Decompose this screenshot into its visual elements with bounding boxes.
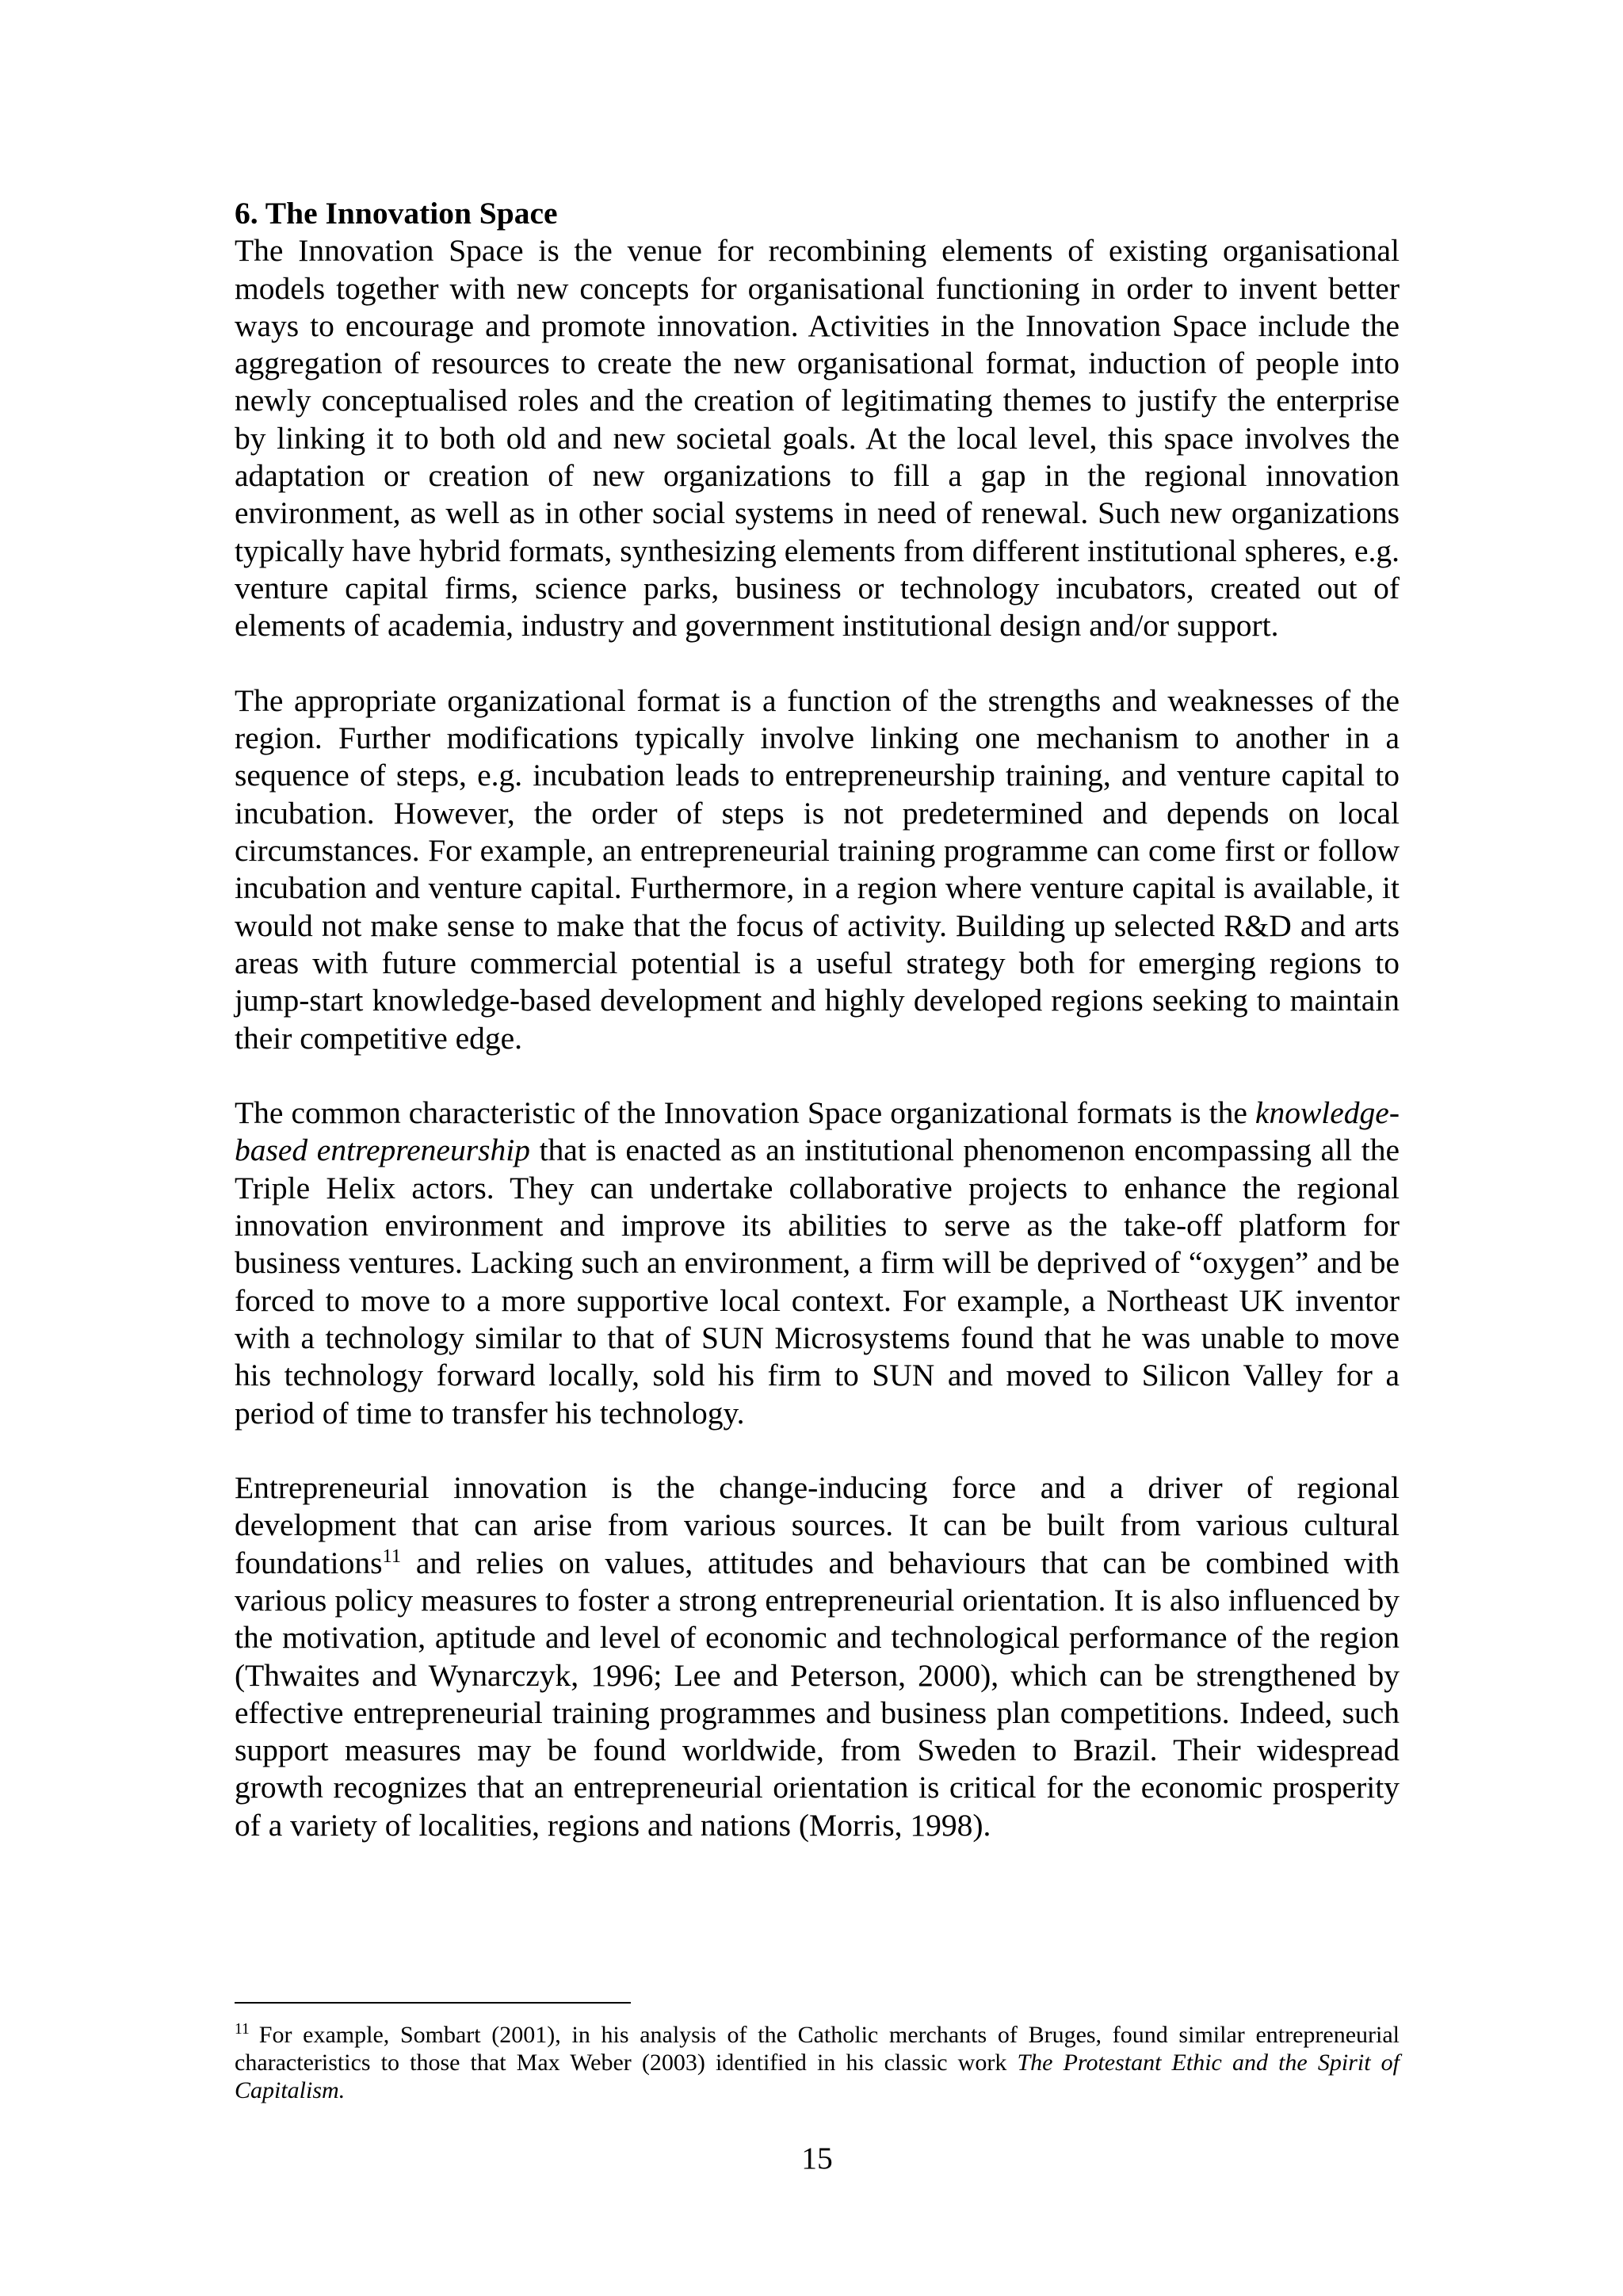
paragraph-4-text-end: and relies on values, attitudes and behaviours that can be combined with various policy measures to foster a strong entrepreneurial orientation. It is also influenced by the motivation, aptitude and level of economic and technological performance of the region (Thwaites and Wynarczyk, 1996; Lee and Peterson, 2000), which can be strengthened by effective entrepreneurial training programmes and business plan competitions. Indeed, such support measures may be found worldwide, from Sweden to Brazil. Their widespread growth recognizes that an entrepreneurial orientation is critical for the economic prosperity of a variety of localities, regions and nations (Morris, 1998). (235, 1545, 1400, 1843)
footnote-reference[interactable]: 11 (382, 1545, 402, 1567)
paragraph-3 (235, 1095, 1400, 1432)
page-number: 15 (801, 2141, 833, 2176)
paragraph-1: The Innovation Space is the venue for recombining elements of existing organisational models together with new concepts for organisational functioning in order to invent better ways to encourage and promote innovation. Activities in the Innovation Space include the aggregation of resources to create the new organisational format, induction of people into newly conceptualised roles and the creation of legitimating themes to justify the enterprise by linking it to both old and new societal goals. At the local level, this space involves the adaptation or creation of new organizations to fill a gap in the regional innovation environment, as well as in other social systems in need of renewal. Such new organizations typically have hybrid formats, synthesizing elements from different institutional spheres, e.g. venture capital firms, science parks, business or technology incubators, created out of elements of academia, industry and government institutional design and/or support. (235, 233, 1400, 644)
paragraph-4 (235, 1469, 1400, 1844)
main-text (235, 195, 1400, 1844)
footnote (235, 2021, 1400, 2104)
paragraph-2: The appropriate organizational format is a function of the strengths and weaknesses of the region. Further modifications typically involve linking one mechanism to another in a sequence of steps, e.g. incubation leads to entrepreneurship training, and venture capital to incubation. However, the order of steps is not predetermined and depends on local circumstances. For example, an entrepreneurial training programme can come first or follow incubation and venture capital. Furthermore, in a region where venture capital is available, it would not make sense to make that the focus of activity. Building up selected R&D and arts areas with future commercial potential is a useful strategy both for emerging regions to jump-start knowledge-based development and highly developed regions seeking to maintain their competitive edge. (235, 682, 1400, 1056)
footnote-number: 11 (235, 2021, 250, 2038)
paragraph-3-text-end: that is enacted as an institutional phenomenon encompassing all the Triple Helix actors. They can undertake collaborative projects to enhance the regional innovation environment and improve its abilities to serve as the take-off platform for business ventures. Lacking such an environment, a firm will be deprived of “oxygen” and be forced to move to a more supportive local context. For example, a Northeast UK inventor with a technology similar to that of SUN Microsystems found that he was unable to move his technology forward locally, sold his firm to SUN and moved to Silicon Valley for a period of time to transfer his technology. (235, 1133, 1400, 1431)
paragraph-3-emphasis: knowledge-based entrepreneurship (235, 1095, 1400, 1168)
footnote-book-title: The Protestant Ethic and the Spirit of Capitalism. (235, 2050, 1400, 2103)
footnote-text: For example, Sombart (2001), in his analysis of the Catholic merchants of Bruges, found similar entrepreneurial characteristics to those that Max Weber (2003) identified in his classic work (235, 2022, 1400, 2076)
paragraph-3-text-start: The common characteristic of the Innovation Space organizational formats is the (235, 1095, 1255, 1131)
footnote-separator (235, 2002, 631, 2004)
section-heading: 6. The Innovation Space (235, 196, 558, 231)
paragraph-4-text-start: Entrepreneurial innovation is the change-inducing force and a driver of regional development that can arise from various sources. It can be built from various cultural foundations (235, 1470, 1400, 1580)
